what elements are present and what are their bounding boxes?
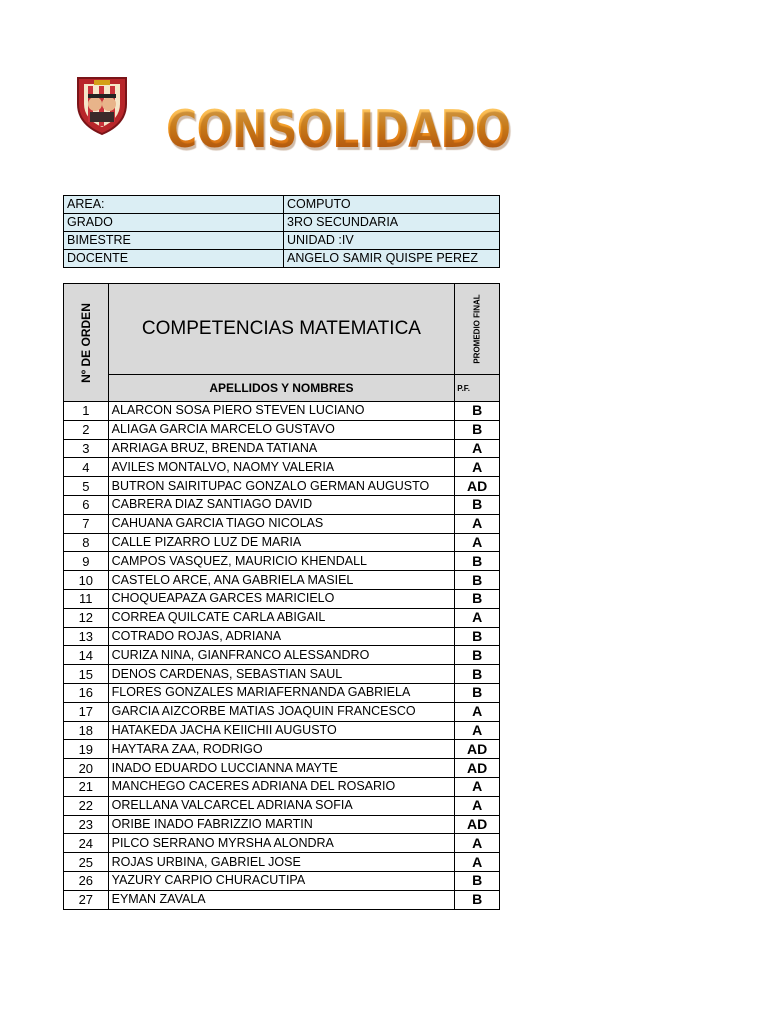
grades-table — [63, 283, 500, 910]
order-header: Nº DE ORDEN — [78, 302, 93, 383]
row-number: 25 — [64, 853, 109, 872]
final-grade: A — [455, 721, 500, 740]
row-number: 26 — [64, 871, 109, 890]
info-row — [64, 214, 500, 232]
student-name: CURIZA NINA, GIANFRANCO ALESSANDRO — [108, 646, 455, 665]
final-grade: AD — [455, 740, 500, 759]
student-name: COTRADO ROJAS, ADRIANA — [108, 627, 455, 646]
row-number: 27 — [64, 890, 109, 909]
table-row — [64, 608, 500, 627]
final-grade: B — [455, 571, 500, 590]
final-grade: A — [455, 439, 500, 458]
student-name: ORELLANA VALCARCEL ADRIANA SOFIA — [108, 796, 455, 815]
final-grade: A — [455, 834, 500, 853]
row-number: 11 — [64, 589, 109, 608]
row-number: 12 — [64, 608, 109, 627]
info-value: UNIDAD :IV — [284, 232, 500, 250]
info-key: BIMESTRE — [64, 232, 284, 250]
row-number: 8 — [64, 533, 109, 552]
final-grade: AD — [455, 477, 500, 496]
student-name: ARRIAGA BRUZ, BRENDA TATIANA — [108, 439, 455, 458]
pf-header: P.F. — [455, 375, 500, 402]
final-average-header-cell — [455, 284, 500, 375]
final-average-header: PROMEDIO FINAL — [472, 294, 482, 364]
info-row — [64, 250, 500, 268]
student-name: CALLE PIZARRO LUZ DE MARIA — [108, 533, 455, 552]
table-row — [64, 665, 500, 684]
student-name: CAHUANA GARCIA TIAGO NICOLAS — [108, 514, 455, 533]
table-row — [64, 477, 500, 496]
info-key: GRADO — [64, 214, 284, 232]
student-name: EYMAN ZAVALA — [108, 890, 455, 909]
row-number: 23 — [64, 815, 109, 834]
table-row — [64, 495, 500, 514]
table-row — [64, 834, 500, 853]
table-row — [64, 777, 500, 796]
student-name: BUTRON SAIRITUPAC GONZALO GERMAN AUGUSTO — [108, 477, 455, 496]
final-grade: A — [455, 533, 500, 552]
student-name: DENOS CARDENAS, SEBASTIAN SAUL — [108, 665, 455, 684]
table-row — [64, 439, 500, 458]
table-row — [64, 514, 500, 533]
row-number: 4 — [64, 458, 109, 477]
final-grade: B — [455, 890, 500, 909]
table-row — [64, 853, 500, 872]
student-name: MANCHEGO CACERES ADRIANA DEL ROSARIO — [108, 777, 455, 796]
table-row — [64, 721, 500, 740]
info-value: COMPUTO — [284, 196, 500, 214]
table-row — [64, 796, 500, 815]
student-name: INADO EDUARDO LUCCIANNA MAYTE — [108, 759, 455, 778]
info-row — [64, 196, 500, 214]
row-number: 20 — [64, 759, 109, 778]
student-name: HAYTARA ZAA, RODRIGO — [108, 740, 455, 759]
table-row — [64, 702, 500, 721]
student-name: PILCO SERRANO MYRSHA ALONDRA — [108, 834, 455, 853]
student-name: ORIBE INADO FABRIZZIO MARTIN — [108, 815, 455, 834]
row-number: 5 — [64, 477, 109, 496]
row-number: 18 — [64, 721, 109, 740]
table-row — [64, 646, 500, 665]
table-row — [64, 740, 500, 759]
final-grade: B — [455, 871, 500, 890]
row-number: 1 — [64, 402, 109, 421]
student-name: CASTELO ARCE, ANA GABRIELA MASIEL — [108, 571, 455, 590]
table-row — [64, 533, 500, 552]
table-row — [64, 402, 500, 421]
final-grade: A — [455, 796, 500, 815]
final-grade: A — [455, 514, 500, 533]
student-name: FLORES GONZALES MARIAFERNANDA GABRIELA — [108, 683, 455, 702]
order-header-cell — [64, 284, 109, 402]
final-grade: B — [455, 646, 500, 665]
info-value: ANGELO SAMIR QUISPE PEREZ — [284, 250, 500, 268]
row-number: 22 — [64, 796, 109, 815]
info-value: 3RO SECUNDARIA — [284, 214, 500, 232]
table-row — [64, 571, 500, 590]
info-key: AREA: — [64, 196, 284, 214]
final-grade: B — [455, 665, 500, 684]
final-grade: B — [455, 627, 500, 646]
table-row — [64, 420, 500, 439]
row-number: 17 — [64, 702, 109, 721]
row-number: 3 — [64, 439, 109, 458]
table-row — [64, 890, 500, 909]
table-row — [64, 552, 500, 571]
table-row — [64, 627, 500, 646]
names-header: APELLIDOS Y NOMBRES — [108, 375, 455, 402]
info-key: DOCENTE — [64, 250, 284, 268]
final-grade: A — [455, 853, 500, 872]
table-row — [64, 759, 500, 778]
school-crest-logo — [74, 74, 130, 136]
page-title: CONSOLIDADO — [166, 100, 511, 160]
student-name: ALARCON SOSA PIERO STEVEN LUCIANO — [108, 402, 455, 421]
final-grade: B — [455, 420, 500, 439]
row-number: 9 — [64, 552, 109, 571]
table-row — [64, 458, 500, 477]
student-name: CAMPOS VASQUEZ, MAURICIO KHENDALL — [108, 552, 455, 571]
row-number: 6 — [64, 495, 109, 514]
final-grade: AD — [455, 759, 500, 778]
final-grade: A — [455, 777, 500, 796]
course-info-table — [63, 195, 500, 268]
row-number: 21 — [64, 777, 109, 796]
row-number: 15 — [64, 665, 109, 684]
row-number: 10 — [64, 571, 109, 590]
final-grade: A — [455, 702, 500, 721]
final-grade: B — [455, 589, 500, 608]
row-number: 16 — [64, 683, 109, 702]
student-name: CABRERA DIAZ SANTIAGO DAVID — [108, 495, 455, 514]
competency-header: COMPETENCIAS MATEMATICA — [108, 284, 455, 375]
table-row — [64, 683, 500, 702]
info-row — [64, 232, 500, 250]
row-number: 13 — [64, 627, 109, 646]
row-number: 7 — [64, 514, 109, 533]
table-row — [64, 589, 500, 608]
final-grade: A — [455, 458, 500, 477]
row-number: 2 — [64, 420, 109, 439]
final-grade: B — [455, 683, 500, 702]
student-name: YAZURY CARPIO CHURACUTIPA — [108, 871, 455, 890]
table-row — [64, 815, 500, 834]
student-name: CORREA QUILCATE CARLA ABIGAIL — [108, 608, 455, 627]
student-name: GARCIA AIZCORBE MATIAS JOAQUIN FRANCESCO — [108, 702, 455, 721]
student-name: CHOQUEAPAZA GARCES MARICIELO — [108, 589, 455, 608]
student-name: ROJAS URBINA, GABRIEL JOSE — [108, 853, 455, 872]
row-number: 14 — [64, 646, 109, 665]
final-grade: B — [455, 495, 500, 514]
table-row — [64, 871, 500, 890]
row-number: 19 — [64, 740, 109, 759]
student-name: AVILES MONTALVO, NAOMY VALERIA — [108, 458, 455, 477]
student-name: HATAKEDA JACHA KEIICHII AUGUSTO — [108, 721, 455, 740]
final-grade: AD — [455, 815, 500, 834]
final-grade: A — [455, 608, 500, 627]
final-grade: B — [455, 402, 500, 421]
student-name: ALIAGA GARCIA MARCELO GUSTAVO — [108, 420, 455, 439]
row-number: 24 — [64, 834, 109, 853]
final-grade: B — [455, 552, 500, 571]
